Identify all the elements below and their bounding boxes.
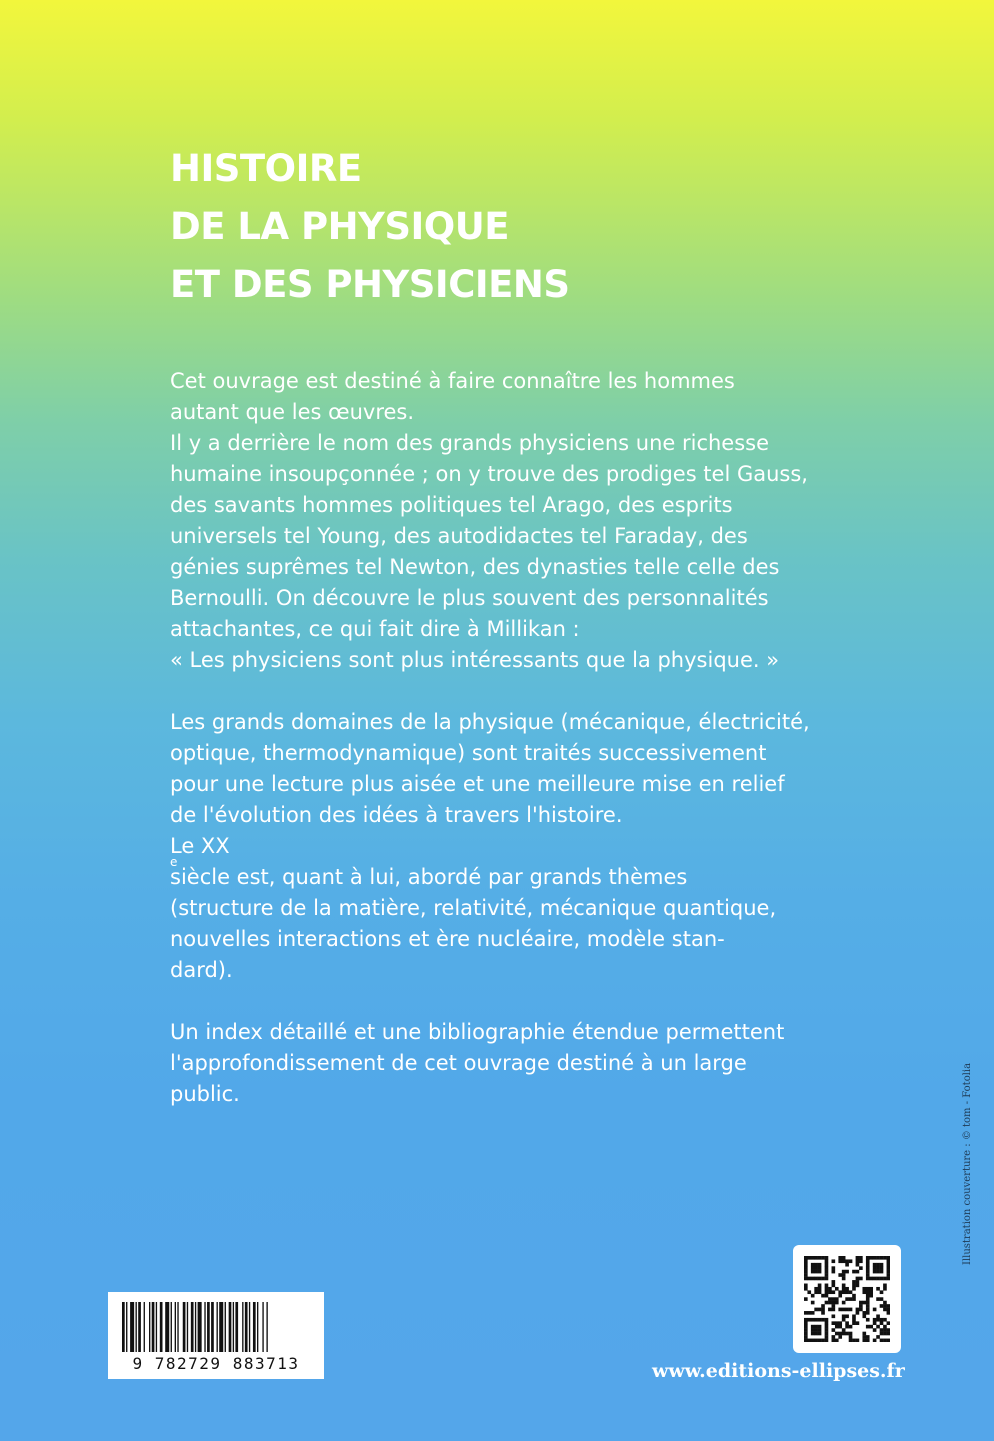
- blurb: [170, 366, 830, 1110]
- blurb-line: Bernoulli. On découvre le plus souvent des personnalités: [170, 586, 769, 610]
- blurb-line-century: Le XX e siècle est, quant à lui, abordé par grands thèmes: [170, 831, 830, 893]
- century-prefix: Le XX: [170, 834, 230, 858]
- blurb-line: dard).: [170, 958, 233, 982]
- blurb-paragraph-2: [170, 707, 830, 986]
- blurb-line: (structure de la matière, relativité, mécanique quantique,: [170, 896, 777, 920]
- blurb-line: pour une lecture plus aisée et une meilleure mise en relief: [170, 772, 785, 796]
- blurb-line: public.: [170, 1082, 240, 1106]
- blurb-line: attachantes, ce qui fait dire à Millikan :: [170, 617, 580, 641]
- blurb-line: Il y a derrière le nom des grands physiciens une richesse: [170, 431, 770, 455]
- illustration-credit: Illustration couverture : © tom - Fotolia: [962, 1062, 973, 1265]
- blurb-line: de l'évolution des idées à travers l'histoire.: [170, 803, 623, 827]
- paragraph-gap: [170, 986, 830, 1017]
- barcode-bars-icon: [116, 1302, 316, 1354]
- blurb-line: universels tel Young, des autodidactes tel Faraday, des: [170, 524, 748, 548]
- blurb-line: Les grands domaines de la physique (mécanique, électricité,: [170, 710, 810, 734]
- blurb-line: nouvelles interactions et ère nucléaire, modèle stan-: [170, 927, 725, 951]
- isbn-barcode: [108, 1292, 324, 1379]
- blurb-line: l'approfondissement de cet ouvrage destiné à un large: [170, 1051, 747, 1075]
- blurb-line: optique, thermodynamique) sont traités successivement: [170, 741, 767, 765]
- paragraph-gap: [170, 676, 830, 707]
- blurb-paragraph-1: [170, 366, 830, 676]
- book-title: [170, 140, 790, 314]
- blurb-line: Cet ouvrage est destiné à faire connaître les hommes: [170, 369, 735, 393]
- title-line-3: ET DES PHYSICIENS: [170, 263, 570, 306]
- qr-code-icon: [804, 1256, 890, 1342]
- blurb-paragraph-3: [170, 1017, 830, 1110]
- title-line-2: DE LA PHYSIQUE: [170, 205, 510, 248]
- millikan-quote: « Les physiciens sont plus intéressants que la physique. »: [170, 648, 780, 672]
- blurb-line: autant que les œuvres.: [170, 400, 415, 424]
- blurb-line: Un index détaillé et une bibliographie étendue permettent: [170, 1020, 785, 1044]
- qr-code: [793, 1245, 901, 1353]
- isbn-number: 9 782729 883713: [132, 1354, 300, 1373]
- title-line-1: HISTOIRE: [170, 147, 362, 190]
- century-rest: siècle est, quant à lui, abordé par grands thèmes: [170, 865, 688, 889]
- blurb-line: humaine insoupçonnée ; on y trouve des prodiges tel Gauss,: [170, 462, 808, 486]
- blurb-line: des savants hommes politiques tel Arago, des esprits: [170, 493, 733, 517]
- publisher-website: www.editions-ellipses.fr: [652, 1360, 905, 1382]
- blurb-line: génies suprêmes tel Newton, des dynasties telle celle des: [170, 555, 780, 579]
